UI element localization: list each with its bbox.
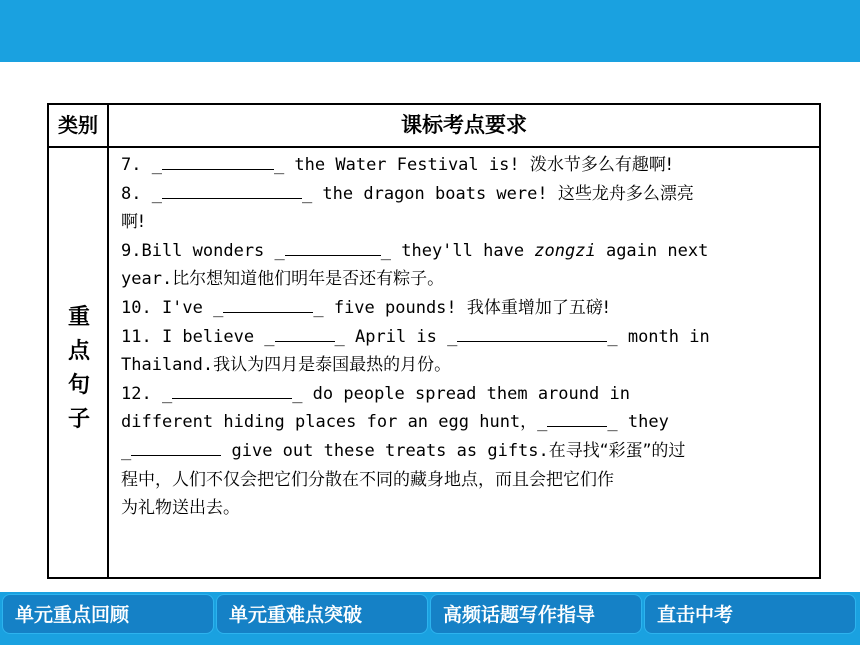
answer-blank	[223, 298, 313, 313]
top-banner	[0, 0, 860, 62]
answer-blank	[162, 155, 274, 170]
sentence-line: 11. I believe _ _ April is _ _ month in	[121, 326, 710, 347]
sentence-line: 程中，人们不仅会把它们分散在不同的藏身地点，而且会把它们作	[121, 469, 614, 490]
column-divider	[107, 105, 109, 577]
answer-blank	[162, 184, 302, 199]
answer-blank	[275, 327, 335, 342]
category-label	[53, 301, 105, 437]
sentence-line: 10. I've _ _ five pounds! 我体重增加了五磅!	[121, 297, 610, 318]
sentence-list	[121, 151, 821, 523]
sentence-line: _ give out these treats as gifts.在寻找“彩蛋”的过	[121, 440, 686, 461]
sentence-line: Thailand.我认为四月是泰国最热的月份。	[121, 355, 452, 376]
answer-blank	[457, 327, 607, 342]
category-char: 子	[67, 407, 90, 432]
nav-unit-review-button[interactable]: 单元重点回顾	[2, 594, 214, 634]
sentence-line: 7. _ _ the Water Festival is! 泼水节多么有趣啊!	[121, 155, 673, 175]
header-category: 类别	[58, 113, 98, 137]
answer-blank	[547, 412, 607, 427]
sentence-line: 9.Bill wonders _ _ they'll have zongzi again next	[121, 240, 709, 261]
header-requirement: 课标考点要求	[401, 113, 527, 137]
requirements-table	[47, 103, 821, 579]
category-char: 点	[67, 339, 90, 364]
category-char: 重	[67, 305, 90, 330]
sentence-line: different hiding places for an egg hunt，_ _ they	[121, 412, 669, 433]
answer-blank	[285, 241, 381, 256]
sentence-line: 啊!	[121, 212, 145, 233]
sentence-line: 为礼物送出去。	[121, 498, 240, 519]
sentence-line: 8. _ _ the dragon boats were! 这些龙舟多么漂亮	[121, 183, 694, 204]
nav-exam-button[interactable]: 直击中考	[644, 594, 856, 634]
nav-writing-guide-button[interactable]: 高频话题写作指导	[430, 594, 642, 634]
category-char: 句	[67, 373, 90, 398]
sentence-line: year.比尔想知道他们明年是否还有粽子。	[121, 269, 445, 290]
answer-blank	[172, 384, 292, 399]
sentence-line: 12. _ _ do people spread them around in	[121, 383, 630, 404]
answer-blank	[131, 441, 221, 456]
nav-key-points-button[interactable]: 单元重难点突破	[216, 594, 428, 634]
